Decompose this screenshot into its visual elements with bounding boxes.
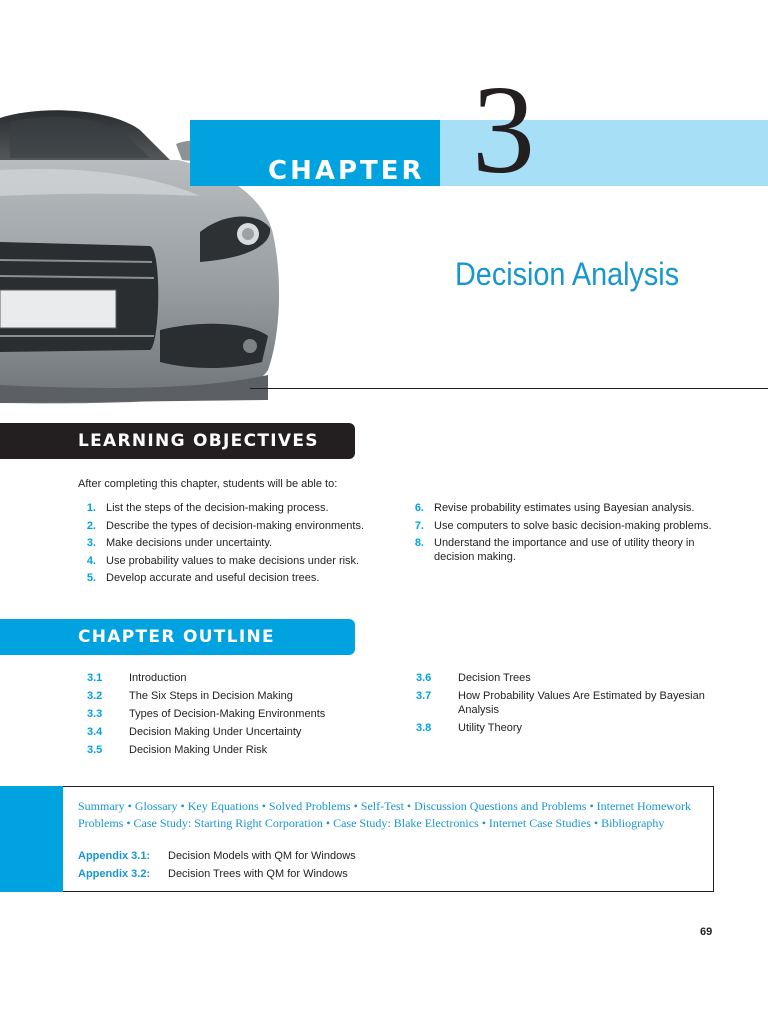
list-item <box>76 520 406 534</box>
chapter-outline-tab <box>0 619 355 655</box>
list-item <box>76 555 406 569</box>
item-text: Understand the importance and use of utility theory in decision making. <box>434 537 695 563</box>
item-text: Develop accurate and useful decision trees. <box>106 572 320 584</box>
learning-objectives-heading: LEARNING OBJECTIVES <box>78 431 319 451</box>
list-item <box>76 537 406 551</box>
end-of-chapter-sections: Summary • Glossary • Key Equations • Solved Problems • Self-Test • Discussion Questions and Problems • Internet Homework Problems • Case Study: Starting Right Corporation • Case Study: Blake Electronics • Internet Case Studies • Bibliography <box>78 799 691 830</box>
appendix-item <box>78 868 348 880</box>
item-number: 7. <box>414 519 424 532</box>
section-title: How Probability Values Are Estimated by Bayesian Analysis <box>458 690 705 716</box>
summary-box-band <box>0 786 63 892</box>
section-number: 3.4 <box>87 726 103 738</box>
item-text: Make decisions under uncertainty. <box>106 537 273 549</box>
section-title: Introduction <box>129 672 187 684</box>
section-number: 3.6 <box>416 672 432 684</box>
section-title: Decision Making Under Uncertainty <box>129 726 302 738</box>
learning-objectives-tab <box>0 423 355 459</box>
item-number: 6. <box>414 502 424 514</box>
list-item <box>404 520 724 534</box>
item-number: 5. <box>86 572 96 584</box>
appendix-item <box>78 850 356 862</box>
item-number: 8. <box>414 537 424 549</box>
page-number: 69 <box>700 926 713 938</box>
objectives-list-right <box>404 502 724 568</box>
list-item <box>416 672 736 686</box>
list-item <box>404 537 724 564</box>
chapter-title: Decision Analysis <box>455 256 680 292</box>
item-text: Describe the types of decision-making environments. <box>106 519 365 532</box>
header-divider <box>250 388 768 389</box>
section-title: Decision Making Under Risk <box>129 744 268 756</box>
section-title: Decision Trees <box>458 672 531 684</box>
item-text: List the steps of the decision-making process. <box>106 502 329 514</box>
list-item <box>87 726 387 740</box>
section-title: Types of Decision-Making Environments <box>129 708 326 720</box>
section-number: 3.7 <box>416 690 432 702</box>
item-number: 4. <box>86 554 96 567</box>
chapter-number: 3 <box>472 61 535 200</box>
section-number: 3.3 <box>87 708 103 720</box>
list-item <box>87 744 387 758</box>
section-number: 3.1 <box>87 672 103 684</box>
item-number: 1. <box>86 502 96 514</box>
section-title: Utility Theory <box>458 721 522 734</box>
list-item <box>87 672 387 686</box>
appendix-title: Decision Trees with QM for Windows <box>168 868 348 880</box>
section-number: 3.5 <box>87 744 103 756</box>
outline-list-right <box>416 672 736 740</box>
appendix-title: Decision Models with QM for Windows <box>168 850 356 862</box>
appendix-label: Appendix 3.2: <box>78 868 151 880</box>
section-number: 3.8 <box>416 721 432 734</box>
item-number: 2. <box>86 519 96 532</box>
outline-list-left <box>87 672 387 762</box>
section-title: The Six Steps in Decision Making <box>129 690 293 702</box>
list-item <box>416 690 736 717</box>
item-number: 3. <box>86 537 96 549</box>
objectives-list-left <box>76 502 406 590</box>
list-item <box>87 690 387 704</box>
chapter-outline-heading: CHAPTER OUTLINE <box>78 627 275 647</box>
list-item <box>76 502 406 516</box>
appendix-label: Appendix 3.1: <box>78 850 151 862</box>
item-text: Use probability values to make decisions under risk. <box>106 554 360 567</box>
item-text: Revise probability estimates using Bayesian analysis. <box>434 502 695 514</box>
section-number: 3.2 <box>87 690 103 702</box>
item-text: Use computers to solve basic decision-making problems. <box>434 519 712 532</box>
list-item <box>404 502 724 516</box>
list-item <box>416 722 736 736</box>
chapter-label: CHAPTER <box>268 156 425 186</box>
objectives-intro: After completing this chapter, students will be able to: <box>78 478 338 490</box>
list-item <box>76 572 406 586</box>
list-item <box>87 708 387 722</box>
